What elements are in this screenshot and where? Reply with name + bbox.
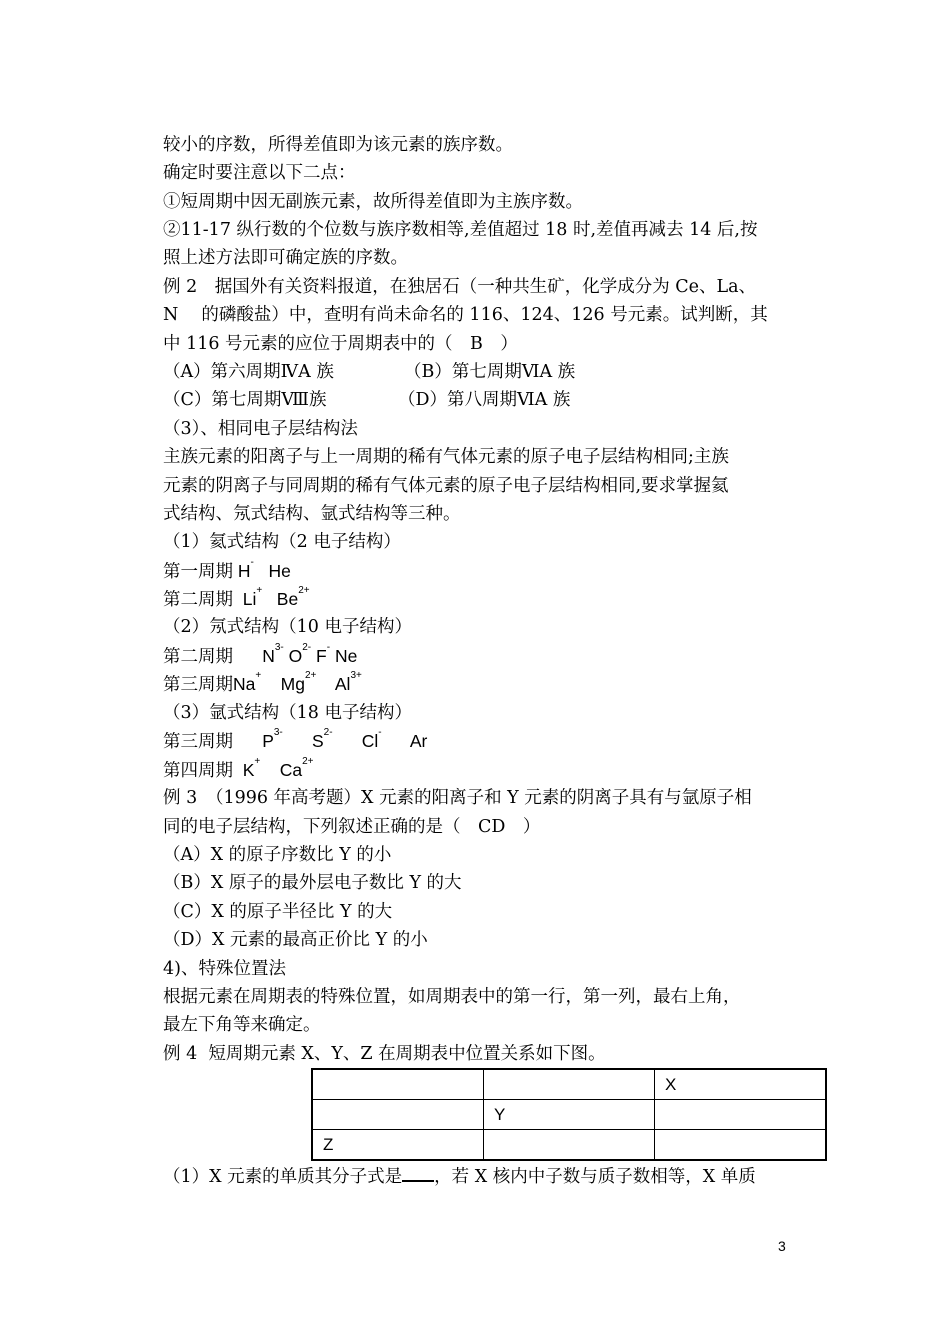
ion-charge: 2- [323, 727, 333, 738]
page-number: 3 [778, 1238, 786, 1254]
text-line: N 的磷酸盐）中，查明有尚未命名的 116、124、126 号元素。试判断，其 [163, 305, 768, 325]
ion-charge: 3+ [350, 670, 362, 681]
ion-symbol: He [268, 561, 291, 581]
periodic-position-table [311, 1068, 827, 1161]
answer-blank[interactable] [402, 1164, 434, 1182]
option-b: （B）第七周期ⅥA 族 [404, 362, 576, 382]
option-c: （C）X 的原子半径比 Y 的大 [163, 902, 393, 922]
ion-symbol: Be [276, 589, 299, 609]
ion-line [163, 727, 428, 753]
ion-symbol: N [262, 646, 275, 666]
table-cell [484, 1069, 655, 1100]
table-cell [312, 1069, 484, 1100]
ion-charge: - [326, 642, 331, 653]
question-line [163, 1164, 756, 1188]
table-cell: Z [312, 1130, 484, 1161]
ion-line [163, 642, 358, 668]
ion-symbol: Cl [361, 731, 379, 751]
example-3-line: 例 3 （1996 年高考题）X 元素的阳离子和 Y 元素的阴离子具有与氩原子相 [163, 788, 752, 808]
ion-charge: 2+ [302, 756, 314, 767]
ion-symbol: Mg [280, 674, 305, 694]
table-row [312, 1100, 826, 1130]
ion-symbol: P [262, 731, 274, 751]
table-row [312, 1130, 826, 1161]
ion-symbol: S [311, 731, 324, 751]
ion-charge: - [378, 727, 382, 738]
option-c: （C）第七周期Ⅷ族 [163, 390, 327, 410]
ion-symbol: K [242, 760, 255, 780]
ion-charge: 3- [274, 642, 284, 653]
text-line: 较小的序数，所得差值即为该元素的族序数。 [163, 135, 513, 155]
ion-line [163, 756, 314, 782]
subheading: （3）氩式结构（18 电子结构） [163, 703, 412, 723]
ion-charge: 2+ [298, 585, 310, 596]
ion-symbol: Al [334, 674, 351, 694]
table-row [312, 1069, 826, 1100]
ion-symbol: Ne [334, 646, 358, 666]
table-cell [655, 1130, 827, 1161]
option-d: （D）X 元素的最高正价比 Y 的小 [163, 930, 428, 950]
subheading: （1）氦式结构（2 电子结构） [163, 532, 401, 552]
text-line: 最左下角等来确定。 [163, 1015, 321, 1035]
section-heading: （3）、相同电子层结构法 [163, 419, 358, 439]
period-label: 第四周期 [163, 761, 233, 781]
ion-line [163, 670, 362, 696]
table-cell: Y [484, 1100, 655, 1130]
ion-symbol: Na [233, 674, 256, 694]
ion-symbol: F [316, 646, 327, 666]
ion-symbol: Ar [409, 731, 428, 751]
ion-charge: + [255, 670, 262, 681]
period-label: 第三周期 [163, 732, 233, 752]
text-line: 照上述方法即可确定族的序数。 [163, 248, 408, 268]
table-cell [655, 1100, 827, 1130]
option-a: （A）第六周期ⅣA 族 [163, 362, 334, 382]
ion-line [163, 585, 310, 611]
text-line: 元素的阴离子与同周期的稀有气体元素的原子电子层结构相同,要求掌握氦 [163, 476, 729, 496]
subheading: （2）氖式结构（10 电子结构） [163, 617, 412, 637]
table-cell [484, 1130, 655, 1161]
table-cell [312, 1100, 484, 1130]
ion-charge: + [254, 756, 261, 767]
ion-charge: - [250, 557, 254, 568]
ion-symbol: O [288, 646, 303, 666]
option-a: （A）X 的原子序数比 Y 的小 [163, 845, 392, 865]
period-label: 第一周期 [163, 562, 233, 582]
option-b: （B）X 原子的最外层电子数比 Y 的大 [163, 873, 462, 893]
ion-line [163, 557, 291, 583]
question-text: ，若 X 核内中子数与质子数相等，X 单质 [434, 1167, 756, 1187]
example-2-line: 例 2 据国外有关资料报道，在独居石（一种共生矿，化学成分为 Ce、La、 [163, 277, 757, 297]
text-line: 确定时要注意以下二点： [163, 163, 356, 183]
period-label: 第二周期 [163, 647, 233, 667]
text-line: 根据元素在周期表的特殊位置，如周期表中的第一行，第一列，最右上角， [163, 987, 741, 1007]
text-line: 主族元素的阳离子与上一周期的稀有气体元素的原子电子层结构相同;主族 [163, 447, 729, 467]
ion-charge: 3- [273, 727, 283, 738]
text-line: 式结构、氖式结构、氩式结构等三种。 [163, 504, 461, 524]
ion-symbol: H [237, 561, 251, 581]
example-4-line: 例 4 短周期元素 X、Y、Z 在周期表中位置关系如下图。 [163, 1044, 606, 1064]
ion-symbol: Li [242, 589, 257, 609]
section-heading: 4)、特殊位置法 [163, 959, 286, 979]
period-label: 第三周期 [163, 675, 233, 695]
text-line: ①短周期中因无副族元素，故所得差值即为主族序数。 [163, 192, 583, 212]
option-d: （D）第八周期ⅥA 族 [398, 390, 571, 410]
period-label: 第二周期 [163, 590, 233, 610]
question-line: 同的电子层结构，下列叙述正确的是（ CD ） [163, 817, 541, 837]
ion-symbol: Ca [279, 760, 303, 780]
table-cell: X [655, 1069, 827, 1100]
question-text: （1）X 元素的单质其分子式是 [163, 1167, 403, 1187]
ion-charge: 2+ [304, 670, 317, 681]
ion-charge: 2- [302, 642, 312, 653]
question-line: 中 116 号元素的应位于周期表中的（ B ） [163, 334, 518, 354]
text-line: ②11-17 纵行数的个位数与族序数相等,差值超过 18 时,差值再减去 14 后,按 [163, 220, 758, 240]
ion-charge: + [256, 585, 263, 596]
